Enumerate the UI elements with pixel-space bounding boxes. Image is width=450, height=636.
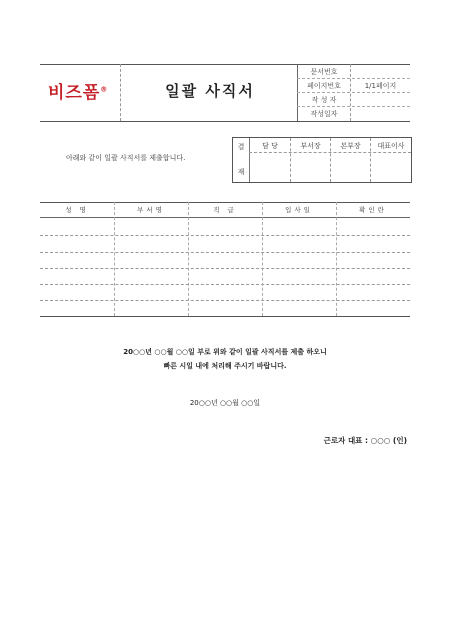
meta-row-divider bbox=[297, 78, 410, 79]
meta-row-divider bbox=[297, 106, 410, 107]
table-row-divider bbox=[40, 252, 410, 253]
meta-row-divider bbox=[297, 92, 410, 93]
table-header-border bbox=[40, 217, 410, 218]
table-header-hire-date: 입사일 bbox=[285, 206, 313, 214]
table-row-divider bbox=[40, 284, 410, 285]
approval-column-header: 담 당 bbox=[262, 142, 278, 150]
intro-text: 아래와 같이 일괄 사직서를 제출합니다. bbox=[66, 154, 186, 162]
request-text-line2: 빠른 시일 내에 처리해 주시기 바랍니다. bbox=[163, 362, 287, 370]
table-top-border bbox=[40, 202, 410, 203]
submission-date: 20○○년 ○○월 ○○일 bbox=[189, 399, 261, 407]
meta-label-date: 작성일자 bbox=[310, 110, 338, 118]
bizforms-logo bbox=[48, 78, 108, 103]
approval-column-header: 부서장 bbox=[300, 142, 321, 150]
table-bottom-border bbox=[40, 316, 410, 317]
meta-label-author: 작 성 자 bbox=[311, 96, 337, 104]
approval-column-header: 본부장 bbox=[340, 142, 361, 150]
meta-label-doc-number: 문서번호 bbox=[310, 68, 338, 76]
header-top-border bbox=[40, 64, 410, 65]
meta-label-page-number: 페이지번호 bbox=[307, 82, 341, 90]
table-header-department: 부서명 bbox=[137, 206, 165, 214]
table-header-position: 직 급 bbox=[213, 206, 237, 214]
table-row-divider bbox=[40, 235, 410, 236]
table-header-confirm: 확인란 bbox=[359, 206, 387, 214]
table-column-divider bbox=[262, 202, 263, 316]
approval-side-label: 결 bbox=[237, 143, 245, 151]
logo-text: 비즈폼 bbox=[48, 83, 101, 103]
registered-mark: ® bbox=[100, 85, 109, 94]
approval-box bbox=[232, 137, 412, 183]
table-row-divider bbox=[40, 268, 410, 269]
header-divider bbox=[120, 64, 121, 121]
approval-header-divider bbox=[249, 152, 411, 153]
table-column-divider bbox=[336, 202, 337, 316]
header-bottom-border bbox=[40, 121, 410, 122]
table-column-divider bbox=[114, 202, 115, 316]
document-title: 일괄 사직서 bbox=[165, 82, 255, 100]
approval-column-header: 대표이사 bbox=[377, 142, 405, 150]
table-column-divider bbox=[188, 202, 189, 316]
approval-side-label: 재 bbox=[237, 168, 245, 176]
table-header-name: 성 명 bbox=[65, 206, 89, 214]
request-text-line1: 20○○년 ○○월 ○○일 부로 위와 같이 일괄 사직서를 제출 하오니 bbox=[123, 348, 327, 356]
signature-line: 근로자 대표 : ○○○ (인) bbox=[323, 436, 407, 445]
table-row-divider bbox=[40, 300, 410, 301]
meta-value-page-number: 1/1페이지 bbox=[364, 82, 397, 90]
